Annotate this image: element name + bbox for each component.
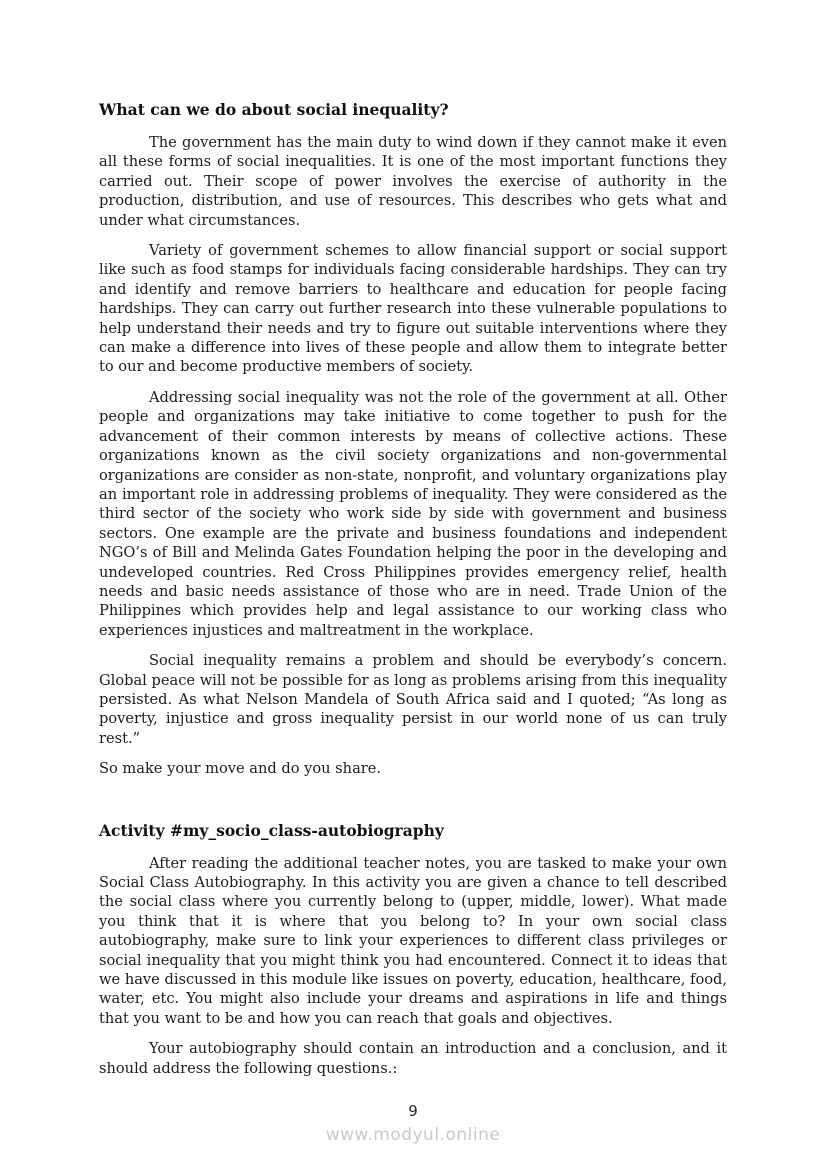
paragraph-activity-instructions: After reading the additional teacher notes, you are tasked to make your own Social Class Autobiography. In this activity you are given a chance to tell described the social class where you currently belong to (upper, middle, lower). What made you think that it is where that you belong to? In your own social class autobiography, make sure to link your experiences to different class privileges or social inequality that you might think you had encountered. Connect it to ideas that we have discussed in this module like issues on poverty, education, healthcare, food, water, etc. You might also include your dreams and aspirations in life and things that you want to be and how you can reach that goals and objectives. [99, 854, 727, 1027]
paragraph-organizations: Addressing social inequality was not the role of the government at all. Other people and organizations may take initiative to come together to push for the advancement of their common interests by means of collective actions. These organizations known as the civil society organizations and non-governmental organizations are consider as non-state, nonprofit, and voluntary organizations play an important role in addressing problems of inequality. They were considered as the third sector of the society who work side by side with government and business sectors. One example are the private and business foundations and independent NGO’s of Bill and Melinda Gates Foundation helping the poor in the developing and undeveloped countries. Red Cross Philippines provides emergency relief, health needs and basic needs assistance of those who are in need. Trade Union of the Philippines which provides help and legal assistance to our working class who experiences injustices and maltreatment in the workplace. [99, 388, 727, 639]
page-number: 9 [408, 1102, 418, 1120]
section-heading-social-inequality: What can we do about social inequality? [99, 100, 449, 119]
paragraph-government-duty: The government has the main duty to wind down if they cannot make it even all these forms of social inequalities. It is one of the most important functions they carried out. Their scope of power involves the exercise of authority in the production, distribution, and use of resources. This describes who gets what and under what circumstances. [99, 134, 727, 229]
section-heading-activity: Activity #my_socio_class-autobiography [99, 820, 444, 840]
paragraph-make-your-move: So make your move and do you share. [99, 760, 382, 778]
page-footer [0, 1102, 826, 1145]
paragraph-government-schemes: Variety of government schemes to allow financial support or social support like such as food stamps for individuals facing considerable hardships. They can try and identify and remove barriers to healthcare and education for people facing hardships. They can carry out further research into these vulnerable populations to help understand their needs and try to figure out suitable interventions where they can make a difference into lives of these people and allow them to integrate better to our and become productive members of society. [99, 242, 727, 376]
paragraph-everybodys-concern: Social inequality remains a problem and should be everybody’s concern. Global peace will not be possible for as long as problems arising from this inequality persisted. As what Nelson Mandela of South Africa said and I quoted; “As long as poverty, injustice and gross inequality persist in our world none of us can truly rest.” [99, 652, 727, 747]
watermark-url: www.modyul.online [325, 1125, 501, 1145]
paragraph-autobiography-requirements: Your autobiography should contain an introduction and a conclusion, and it should address the following questions.: [99, 1040, 727, 1077]
